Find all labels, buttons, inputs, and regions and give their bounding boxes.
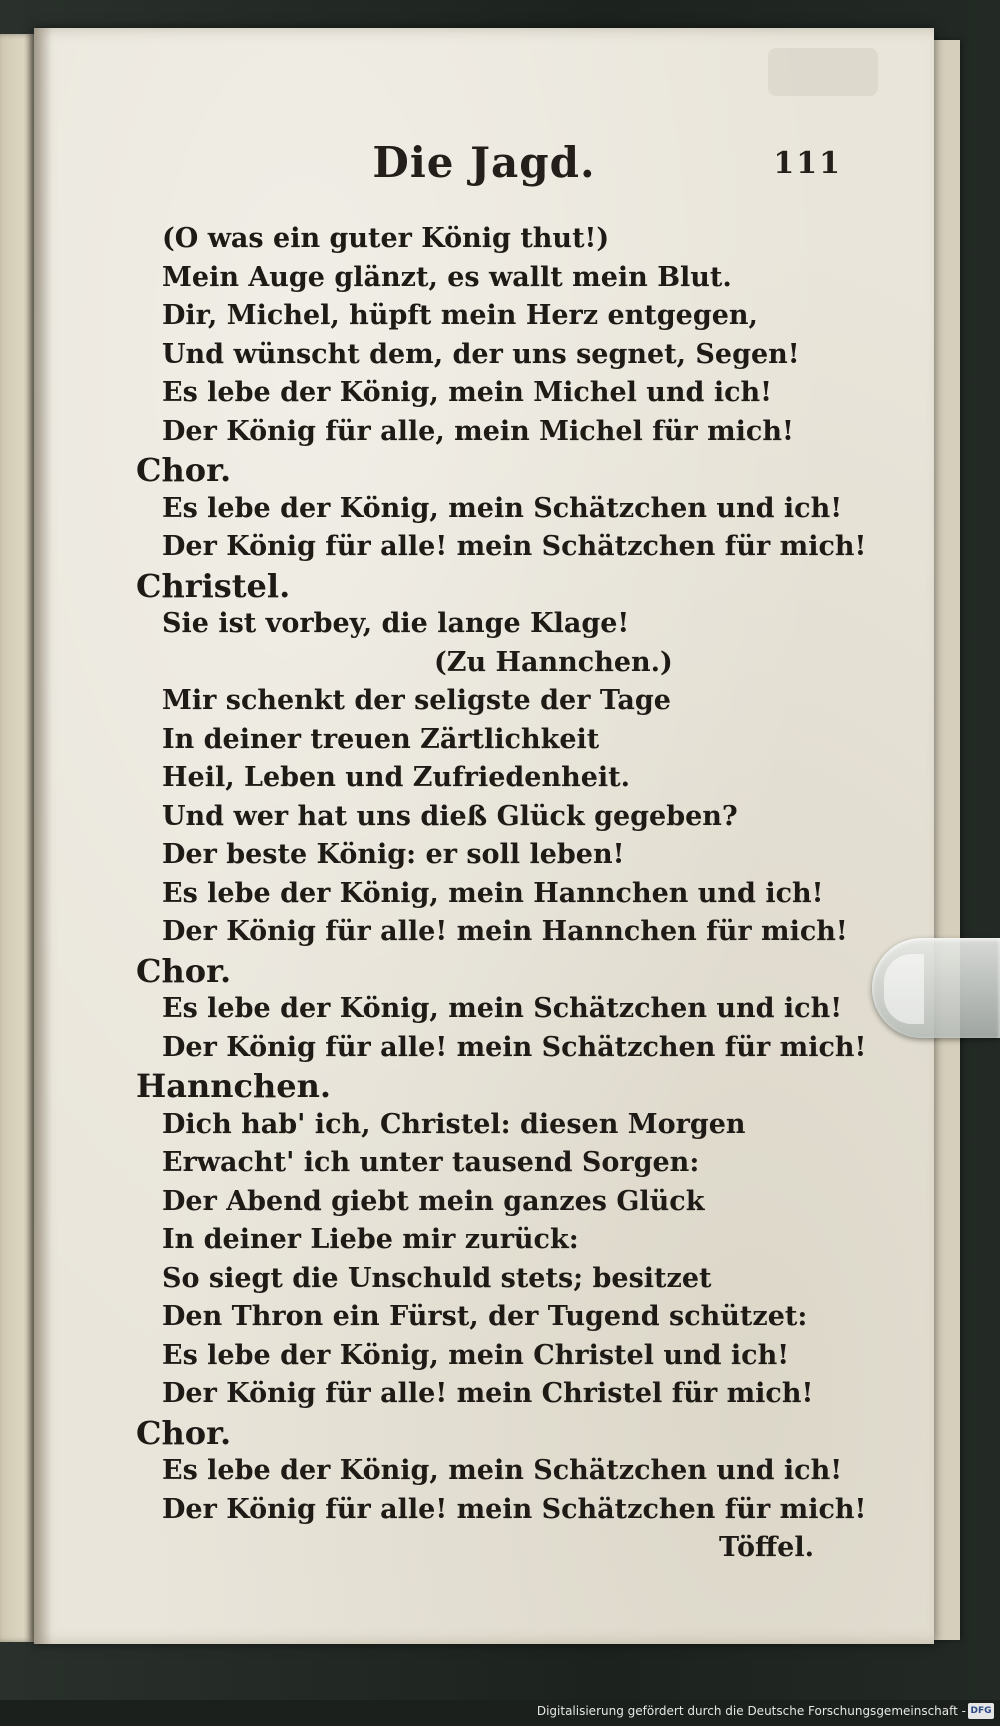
verse-line: (O was ein guter König thut!) — [162, 223, 610, 254]
verse-line: Erwacht' ich unter tausend Sorgen: — [162, 1147, 700, 1178]
verse-line: Dich hab' ich, Christel: diesen Morgen — [162, 1108, 746, 1140]
digitization-credit: Digitalisierung gefördert durch die Deutsche Forschungsgemeinschaft - — [536, 1704, 966, 1718]
dfg-logo: DFG — [968, 1703, 994, 1719]
verse-line: Es lebe der König, mein Michel und ich! — [162, 377, 773, 408]
speaker-name: Christel. — [136, 566, 291, 605]
facing-page-edge — [0, 34, 34, 1642]
verse-line: Den Thron ein Fürst, der Tugend schützet: — [162, 1301, 808, 1332]
verse-line: Der König für alle! mein Christel für mich! — [162, 1378, 814, 1409]
running-head: Die Jagd. — [372, 138, 596, 187]
verse-line: Der König für alle! mein Hannchen für mich! — [162, 916, 848, 947]
verse-line: Und wer hat uns dieß Glück gegeben? — [162, 800, 738, 832]
verse-line: Der König für alle, mein Michel für mich! — [162, 415, 794, 447]
verse-line: Der König für alle! mein Schätzchen für mich! — [162, 1493, 867, 1525]
gutter-shadow — [34, 28, 52, 1644]
verse-line: So siegt die Unschuld stets; besitzet — [162, 1262, 712, 1294]
verse-line: Es lebe der König, mein Christel und ich! — [162, 1339, 790, 1371]
verse-line: Der König für alle! mein Schätzchen für mich! — [162, 531, 867, 562]
page-header — [34, 138, 934, 198]
verse-line: Sie ist vorbey, die lange Klage! — [162, 608, 630, 639]
stage-direction: (Zu Hannchen.) — [434, 646, 673, 678]
verse-line: Der beste König: er soll leben! — [162, 839, 625, 870]
verse-line: In deiner treuen Zärtlichkeit — [162, 723, 600, 755]
verse-line: Mir schenkt der seligste der Tage — [162, 685, 671, 716]
verse-line: Es lebe der König, mein Schätzchen und ich! — [162, 1455, 843, 1486]
page-number: 111 — [773, 146, 842, 181]
speaker-name: Chor. — [136, 1413, 232, 1452]
verse-line: Es lebe der König, mein Schätzchen und ich! — [162, 492, 843, 524]
page-clip — [872, 938, 1000, 1038]
verse-line: In deiner Liebe mir zurück: — [162, 1224, 579, 1255]
verse-line: Dir, Michel, hüpft mein Herz entgegen, — [162, 300, 758, 331]
verse-line: Und wünscht dem, der uns segnet, Segen! — [162, 338, 800, 370]
speaker-name: Hannchen. — [136, 1067, 332, 1105]
verse-line: Es lebe der König, mein Hannchen und ich! — [162, 877, 824, 909]
faded-stamp — [768, 48, 878, 96]
catchword: Töffel. — [718, 1532, 814, 1563]
verse-line: Der Abend giebt mein ganzes Glück — [162, 1185, 705, 1217]
verse-line: Mein Auge glänzt, es wallt mein Blut. — [162, 261, 732, 293]
verse-line: Der König für alle! mein Schätzchen für mich! — [162, 1031, 867, 1063]
speaker-name: Chor. — [136, 451, 232, 489]
verse-line: Es lebe der König, mein Schätzchen und ich! — [162, 993, 843, 1024]
text-body — [136, 220, 906, 1568]
speaker-name: Chor. — [136, 951, 232, 990]
verse-line: Heil, Leben und Zufriedenheit. — [162, 762, 631, 793]
page-stack-edge — [930, 40, 960, 1640]
